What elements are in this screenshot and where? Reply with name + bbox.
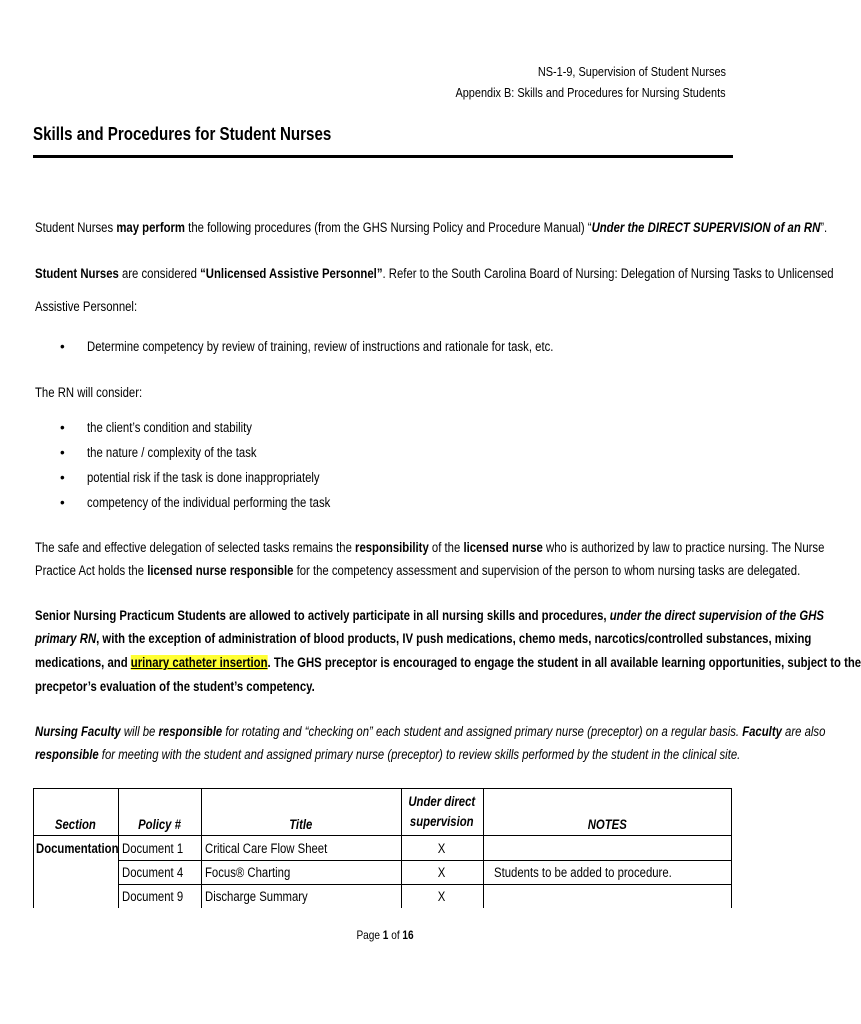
text-fragment: the following procedures (from the GHS Nursing Policy and Procedure Manual) “: [185, 220, 592, 235]
table-row-divider: [118, 860, 732, 861]
table-cell-policy: Document 1: [122, 841, 184, 856]
paragraph-senior-practicum-line4: precpetor’s evaluation of the student’s competency.: [35, 679, 315, 694]
text-emphasis: Faculty: [742, 724, 782, 739]
text-fragment: of the: [428, 540, 464, 555]
highlighted-text: urinary catheter insertion: [130, 655, 268, 670]
text-fragment: . The GHS preceptor is encouraged to engage the student in all available learning opportunities, subject to the: [267, 655, 861, 670]
text-fragment: for the competency assessment and supervision of the person to whom nursing tasks are delegated.: [293, 563, 801, 578]
section-cell: Documentation: [36, 841, 119, 856]
table-cell-supervision: X: [438, 865, 446, 880]
bullet-icon: •: [60, 495, 65, 510]
table-border: [731, 788, 732, 908]
text-emphasis: Student Nurses: [35, 266, 119, 281]
text-fragment: Senior Nursing Practicum Students are allowed to actively participate in all nursing skills and procedures,: [35, 608, 610, 623]
page-label: Page: [356, 928, 383, 942]
column-header-title: Title: [289, 817, 313, 832]
list-item-text: Determine competency by review of training, review of instructions and rationale for task, etc.: [87, 339, 554, 354]
bullet-icon: •: [60, 339, 65, 354]
table-cell-policy: Document 9: [122, 889, 184, 904]
text-emphasis: Nursing Faculty: [35, 724, 121, 739]
text-fragment: will be: [120, 724, 159, 739]
list-item-text: potential risk if the task is done inappropriately: [87, 470, 320, 485]
table-cell-supervision: X: [438, 889, 446, 904]
column-header-notes: NOTES: [587, 817, 627, 832]
list-item-text: competency of the individual performing the task: [87, 495, 331, 510]
table-cell-title: Critical Care Flow Sheet: [205, 841, 328, 856]
column-header-section: Section: [55, 817, 96, 832]
page-total: 16: [402, 928, 414, 942]
table-border: [33, 788, 732, 789]
header-line: Under direct: [408, 794, 476, 809]
paragraph-faculty-cont: [35, 746, 740, 763]
text-fragment: Practice Act holds the: [35, 563, 148, 578]
paragraph-delegation-cont: [35, 562, 800, 579]
text-emphasis: responsibility: [355, 540, 429, 555]
list-item-text: the nature / complexity of the task: [87, 445, 257, 460]
bullet-icon: •: [60, 470, 65, 485]
text-fragment: for rotating and “checking on” each student and assigned primary nurse (preceptor) on a regular basis.: [222, 724, 743, 739]
bullet-icon: •: [60, 420, 65, 435]
page-footer: [0, 928, 770, 942]
text-fragment: The safe and effective delegation of selected tasks remains the: [35, 540, 356, 555]
text-fragment: are considered: [118, 266, 201, 281]
table-column-divider: [201, 788, 202, 908]
text-emphasis: Under the DIRECT SUPERVISION of an RN: [591, 220, 821, 235]
text-fragment: . Refer to the South Carolina Board of Nursing: Delegation of Nursing Tasks to Unlicensed: [382, 266, 834, 281]
paragraph-senior-practicum-line2: [35, 630, 811, 647]
text-emphasis: primary RN: [35, 631, 97, 646]
text-fragment: Student Nurses: [35, 220, 117, 235]
list-item-text: the client’s condition and stability: [87, 420, 252, 435]
text-emphasis: responsible: [35, 747, 99, 762]
paragraph-unlicensed-personnel-cont: Assistive Personnel:: [35, 299, 138, 314]
paragraph-senior-practicum: [35, 607, 824, 624]
column-header-supervision: [401, 792, 483, 832]
text-emphasis: licensed nurse responsible: [147, 563, 294, 578]
text-fragment: for meeting with the student and assigned primary nurse (preceptor) to review skills performed by the student in the clinical site.: [98, 747, 741, 762]
paragraph-delegation: [35, 539, 824, 556]
table-header-divider: [33, 835, 732, 836]
text-emphasis: may perform: [116, 220, 186, 235]
page-title: Skills and Procedures for Student Nurses: [33, 124, 332, 144]
text-fragment: are also: [781, 724, 826, 739]
skills-table: [33, 788, 732, 908]
bullet-icon: •: [60, 445, 65, 460]
paragraph-unlicensed-personnel: [35, 265, 834, 282]
table-column-divider: [483, 788, 484, 908]
text-fragment: medications, and: [35, 655, 131, 670]
table-row-divider: [118, 884, 732, 885]
header-appendix: Appendix B: Skills and Procedures for Nursing Students: [455, 85, 726, 100]
text-fragment: who is authorized by law to practice nursing. The Nurse: [542, 540, 825, 555]
text-emphasis: under the direct supervision of the GHS: [609, 608, 824, 623]
table-cell-title: Discharge Summary: [205, 889, 308, 904]
text-emphasis: “Unlicensed Assistive Personnel”: [200, 266, 383, 281]
paragraph-may-perform: [35, 219, 827, 236]
table-border: [33, 788, 34, 908]
table-cell-notes: Students to be added to procedure.: [494, 865, 672, 880]
text-fragment: , with the exception of administration of blood products, IV push medications, chemo meds, narcotics/controlled substances, mixing: [96, 631, 812, 646]
text-fragment: ”.: [820, 220, 828, 235]
title-divider: [33, 155, 733, 158]
table-cell-policy: Document 4: [122, 865, 184, 880]
header-policy-number: NS-1-9, Supervision of Student Nurses: [537, 64, 726, 79]
paragraph-faculty: [35, 723, 825, 740]
table-cell-supervision: X: [438, 841, 446, 856]
text-emphasis: licensed nurse: [463, 540, 543, 555]
paragraph-rn-consider: The RN will consider:: [35, 385, 143, 400]
text-emphasis: responsible: [158, 724, 223, 739]
page-of-label: of: [388, 928, 403, 942]
paragraph-senior-practicum-line3: [35, 654, 861, 671]
table-cell-title: Focus® Charting: [205, 865, 291, 880]
header-line: supervision: [410, 814, 474, 829]
column-header-policy: Policy #: [138, 817, 181, 832]
page-number: 1: [382, 928, 389, 942]
